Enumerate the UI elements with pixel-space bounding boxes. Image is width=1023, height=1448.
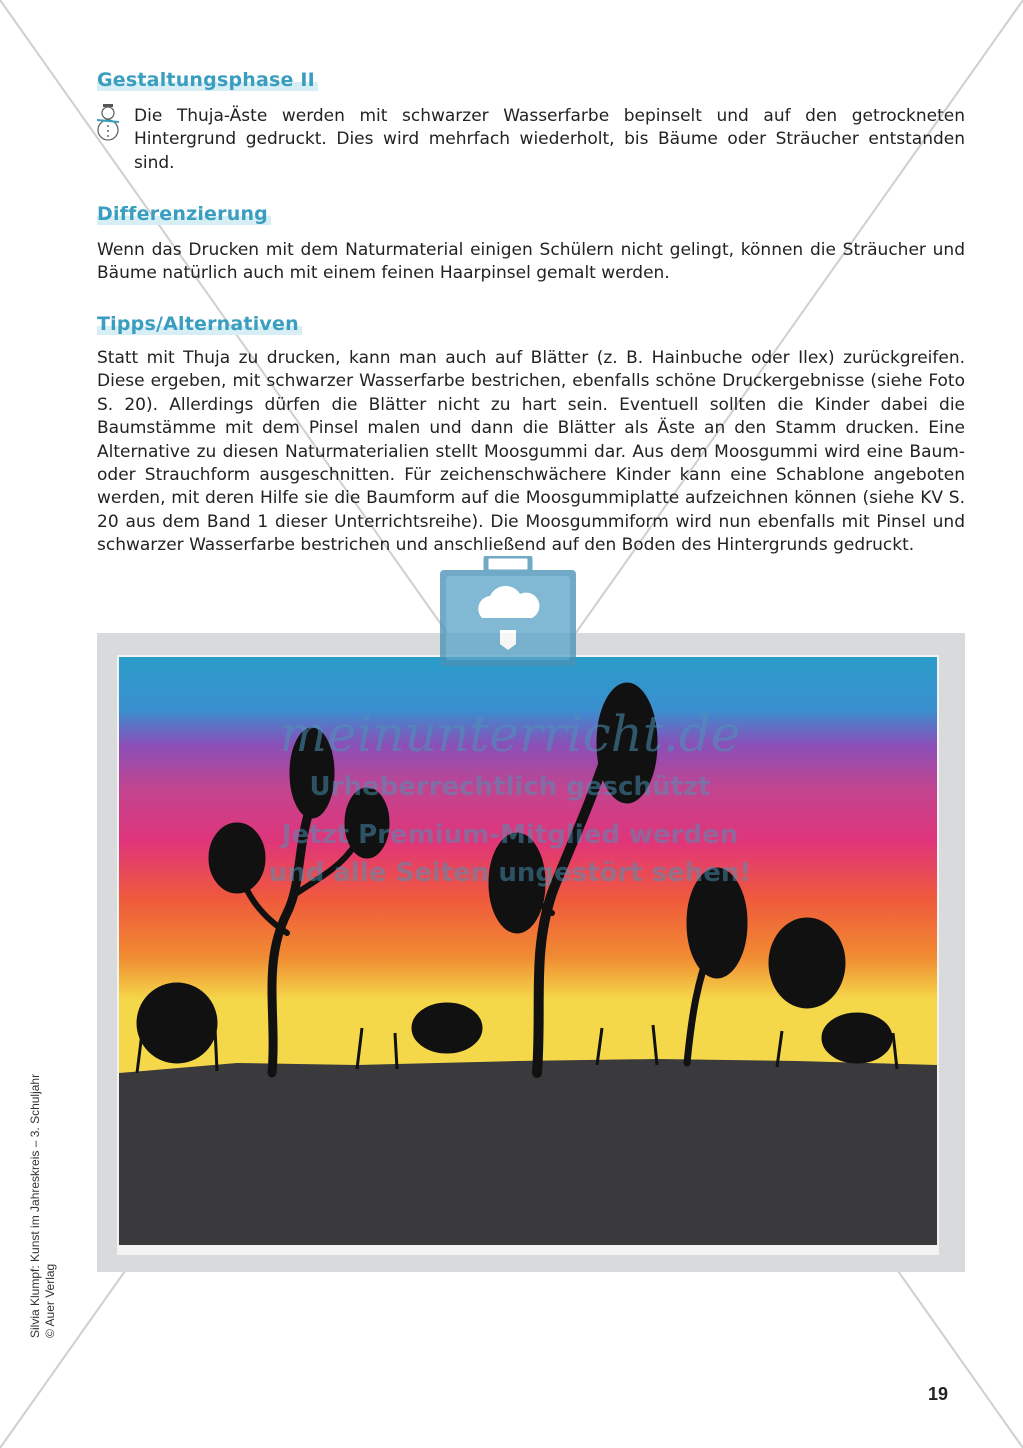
snowman-icon <box>95 104 121 146</box>
credit-line-1: Silvia Klumpf: Kunst im Jahreskreis – 3. Schuljahr <box>28 1073 42 1338</box>
section-text-differenzierung: Wenn das Drucken mit dem Naturmaterial einigen Schülern nicht gelingt, können die Sträucher und Bäume natürlich auch mit einem feinen Haarpinsel gemalt werden. <box>97 240 965 284</box>
section-text-tipps: Statt mit Thuja zu drucken, kann man auch auf Blätter (z. B. Hainbuche oder Ilex) zurückgreifen. Diese ergeben, mit schwarzer Wasserfarbe bestrichen, ebenfalls schöne Druckergebnisse (siehe Foto S. 20). Allerdings dürfen die Blätter nicht zu hart sein. Eventuell sollten die Kinder dabei die Baumstämme mit dem Pinsel malen und dann die Blätter als Äste an den Stamm drucken. Eine Alternative zu diesen Naturmaterialien stellt Moosgummi dar. Aus dem Moosgummi wird eine Baum- oder Strauchform ausgeschnitten. Für zeichenschwächere Kinder kann eine Schablone angeboten werden, mit deren Hilfe sie die Baumform auf die Moosgummiplatte aufzeichnen können (siehe KV S. 20 aus dem Band 1 dieser Unterrichtsreihe). Die Moosgummiform wird nun ebenfalls mit Pinsel und schwarzer Wasserfarbe bestrichen und anschließend auf den Boden des Hintergrunds gedruckt. <box>97 348 965 556</box>
watermark-line-2: Jetzt Premium-Mitglied werden <box>281 820 739 850</box>
watermark-line-3: und alle Seiten ungestört sehen! <box>268 858 752 888</box>
section-heading-gestaltungsphase: Gestaltungsphase II <box>97 69 318 91</box>
watermark-line-1: Urheberrechtlich geschützt <box>309 772 711 802</box>
section-heading-tipps: Tipps/Alternativen <box>97 313 302 335</box>
watermark-brand: meinunterricht.de <box>279 705 741 763</box>
page-number: 19 <box>928 1384 949 1404</box>
section-heading-differenzierung: Differenzierung <box>97 203 271 225</box>
section-text-gestaltungsphase: Die Thuja-Äste werden mit schwarzer Wasserfarbe bepinselt und auf den getrockneten Hintergrund gedruckt. Dies wird mehrfach wiederholt, bis Bäume oder Sträucher entstanden sind. <box>134 106 965 173</box>
credit-line-2: © Auer Verlag <box>42 1263 57 1338</box>
side-credit <box>28 1074 57 1338</box>
painted-ground <box>119 1059 937 1245</box>
watermark-briefcase-icon <box>440 556 576 668</box>
